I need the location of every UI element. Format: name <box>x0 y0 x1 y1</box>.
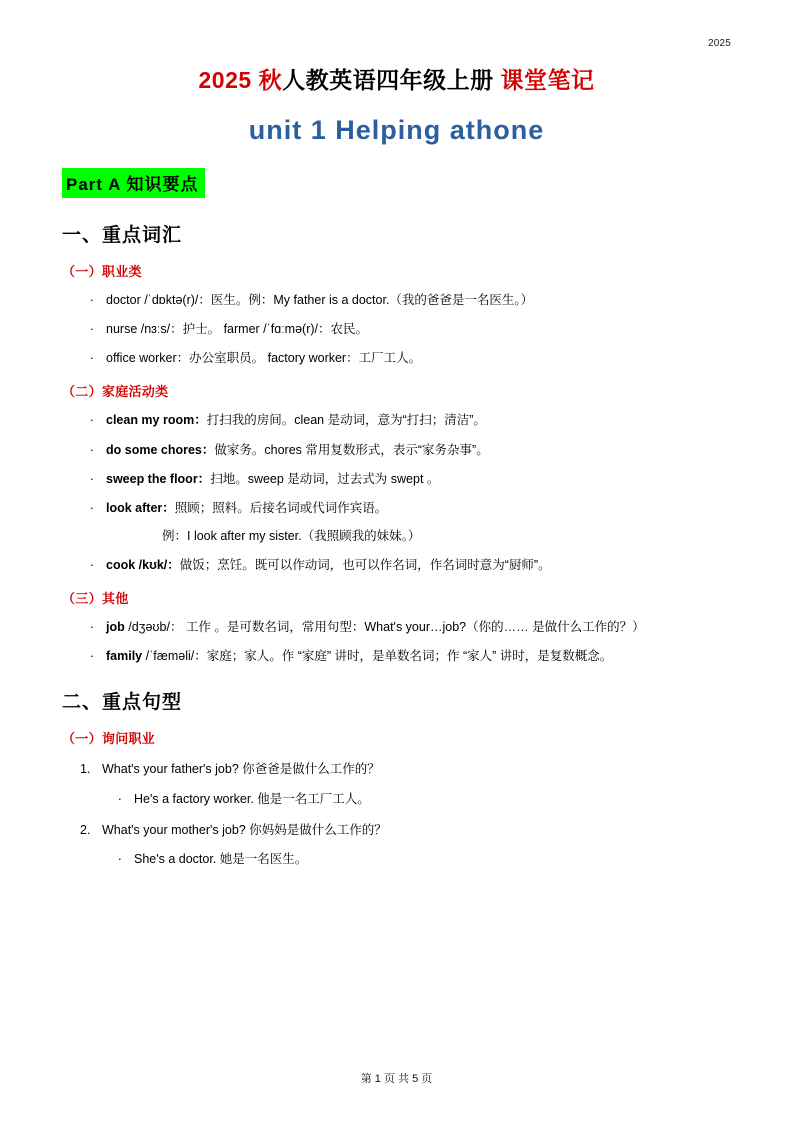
list-item <box>62 821 731 839</box>
list-item-number: 2. <box>80 822 91 837</box>
term-definition: 扫地。sweep 是动词，过去式为 swept 。 <box>210 471 440 486</box>
term-definition: /dʒəʊb/： 工作 。是可数名词，常用句型：What's your…job?（你的…… 是做什么工作的？） <box>124 620 645 635</box>
list-item: . office worker：办公室职员。 factory worker：工厂工人。 <box>62 349 731 367</box>
sentence-pattern-list <box>62 760 731 778</box>
answer-text: . He's a factory worker. 他是一名工厂工人。 <box>62 790 731 808</box>
vocabulary-jobs-list <box>62 291 731 367</box>
term-sweep-the-floor: sweep the floor： <box>106 471 211 486</box>
part-a-heading: Part A 知识要点 <box>62 168 205 198</box>
document-title <box>62 62 731 95</box>
term-do-some-chores: do some chores： <box>106 442 215 457</box>
document-title-red-suffix: 课堂笔记 <box>500 67 595 93</box>
term-job: job <box>106 620 125 635</box>
list-item <box>62 499 731 517</box>
list-item <box>62 470 731 488</box>
question-text: What's your mother's job? 你妈妈是做什么工作的？ <box>102 822 387 837</box>
subsection-heading-home-activities: （二）家庭活动类 <box>62 384 169 400</box>
list-item: . doctor /ˈdɒktə(r)/：医生。例：My father is a doctor.（我的爸爸是一名医生。） <box>62 291 731 309</box>
subsection-heading-others: （三）其他 <box>62 591 129 607</box>
term-definition: 做家务。chores 常用复数形式，表示“家务杂事”。 <box>214 442 489 457</box>
list-item <box>62 647 731 665</box>
vocabulary-home-activities-list <box>62 411 731 517</box>
term-definition: 做饭；烹饪。既可以作动词，也可以作名词，作名词时意为“厨师”。 <box>179 558 551 572</box>
section-heading-sentence-patterns: 二、重点句型 <box>62 692 183 714</box>
term-look-after: look after： <box>106 500 175 515</box>
term-family: family <box>106 649 143 664</box>
list-item <box>62 618 731 636</box>
answer-text: . She's a doctor. 她是一名医生。 <box>62 850 731 868</box>
term-definition: /ˈfæməli/：家庭；家人。作 “家庭” 讲时，是单数名词；作 “家人” 讲时，是复数概念。 <box>142 649 613 664</box>
vocabulary-others-list <box>62 618 731 665</box>
list-item <box>62 411 731 429</box>
unit-title: unit 1 Helping athone <box>248 115 545 145</box>
list-item <box>62 441 731 459</box>
subsection-heading-asking-job: （一）询问职业 <box>62 731 156 747</box>
term-definition: 打扫我的房间。clean 是动词，意为“打扫；清洁”。 <box>206 413 486 428</box>
list-item-number: 1. <box>80 762 91 777</box>
term-cook: cook /kʊk/： <box>106 558 180 572</box>
page-footer: 第 1 页 共 5 页 <box>360 1073 433 1085</box>
list-item <box>62 556 731 574</box>
term-clean-my-room: clean my room： <box>106 413 207 428</box>
question-text: What's your father's job? 你爸爸是做什么工作的？ <box>102 762 380 777</box>
corner-year-label: 2025 <box>707 38 731 49</box>
subsection-heading-jobs: （一）职业类 <box>62 264 142 279</box>
sentence-pattern-list-2 <box>62 821 731 839</box>
example-sentence-look-after: 例：I look after my sister.（我照顾我的妹妹。） <box>162 528 421 543</box>
vocabulary-home-activities-list-continued <box>62 556 731 574</box>
document-title-red-prefix: 2025 秋 <box>198 67 283 93</box>
term-definition: 照顾；照料。后接名词或代词作宾语。 <box>174 500 388 515</box>
list-item: . nurse /nɜːs/：护士。 farmer /ˈfɑːmə(r)/：农民。 <box>62 320 731 338</box>
document-title-black-middle: 人教英语四年级上册 <box>282 67 494 93</box>
list-item <box>62 760 731 778</box>
section-heading-vocabulary: 一、重点词汇 <box>62 225 183 246</box>
